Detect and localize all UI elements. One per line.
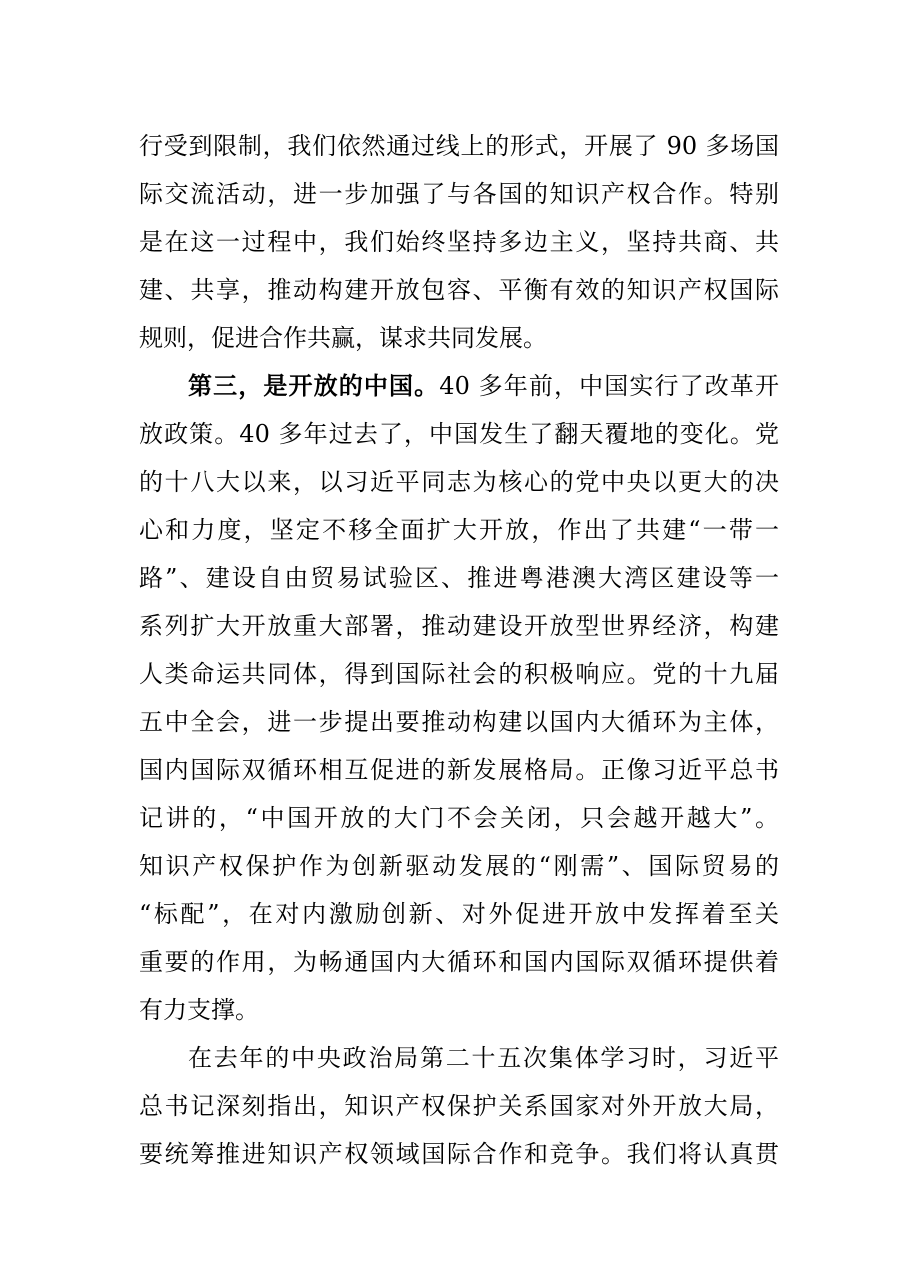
text-line: 有力支撑。 [139, 996, 259, 1024]
text-line: 是在这一过程中，我们始终坚持多边主义，坚持共商、共 [139, 228, 779, 256]
text-line: 系列扩大开放重大部署，推动建设开放型世界经济，构建 [139, 612, 779, 640]
text-line: 规则，促进合作共赢，谋求共同发展。 [139, 324, 547, 352]
text-line: 记讲的，“中国开放的大门不会关闭，只会越开越大”。 [139, 804, 779, 832]
text-line: 的十八大以来，以习近平同志为核心的党中央以更大的决 [139, 468, 779, 496]
text-line: 心和力度，坚定不移全面扩大开放，作出了共建“一带一 [139, 516, 779, 544]
text-line: 要统筹推进知识产权领域国际合作和竞争。我们将认真贯 [139, 1140, 779, 1168]
text-line: 在去年的中央政治局第二十五次集体学习时，习近平 [188, 1044, 779, 1072]
text-line: 建、共享，推动构建开放包容、平衡有效的知识产权国际 [139, 276, 779, 304]
text-line: 路”、建设自由贸易试验区、推进粤港澳大湾区建设等一 [139, 564, 779, 592]
text-line: 行受到限制，我们依然通过线上的形式，开展了 90 多场国 [139, 132, 779, 160]
text-line: “标配”，在对内激励创新、对外促进开放中发挥着至关 [139, 900, 779, 928]
text-line: 知识产权保护作为创新驱动发展的“刚需”、国际贸易的 [139, 852, 779, 880]
text-line: 五中全会，进一步提出要推动构建以国内大循环为主体， [139, 708, 779, 736]
paragraph-heading-rest: 40 多年前，中国实行了改革开 [439, 372, 780, 400]
text-line: 国内国际双循环相互促进的新发展格局。正像习近平总书 [139, 756, 779, 784]
text-line: 际交流活动，进一步加强了与各国的知识产权合作。特别 [139, 180, 779, 208]
paragraph-first-line [188, 366, 779, 406]
text-line: 总书记深刻指出，知识产权保护关系国家对外开放大局， [139, 1092, 779, 1120]
text-line: 人类命运共同体，得到国际社会的积极响应。党的十九届 [139, 660, 779, 688]
text-line: 重要的作用，为畅通国内大循环和国内国际双循环提供着 [139, 948, 779, 976]
paragraph-heading: 第三，是开放的中国。 [188, 372, 440, 400]
text-line: 放政策。40 多年过去了，中国发生了翻天覆地的变化。党 [139, 420, 779, 448]
